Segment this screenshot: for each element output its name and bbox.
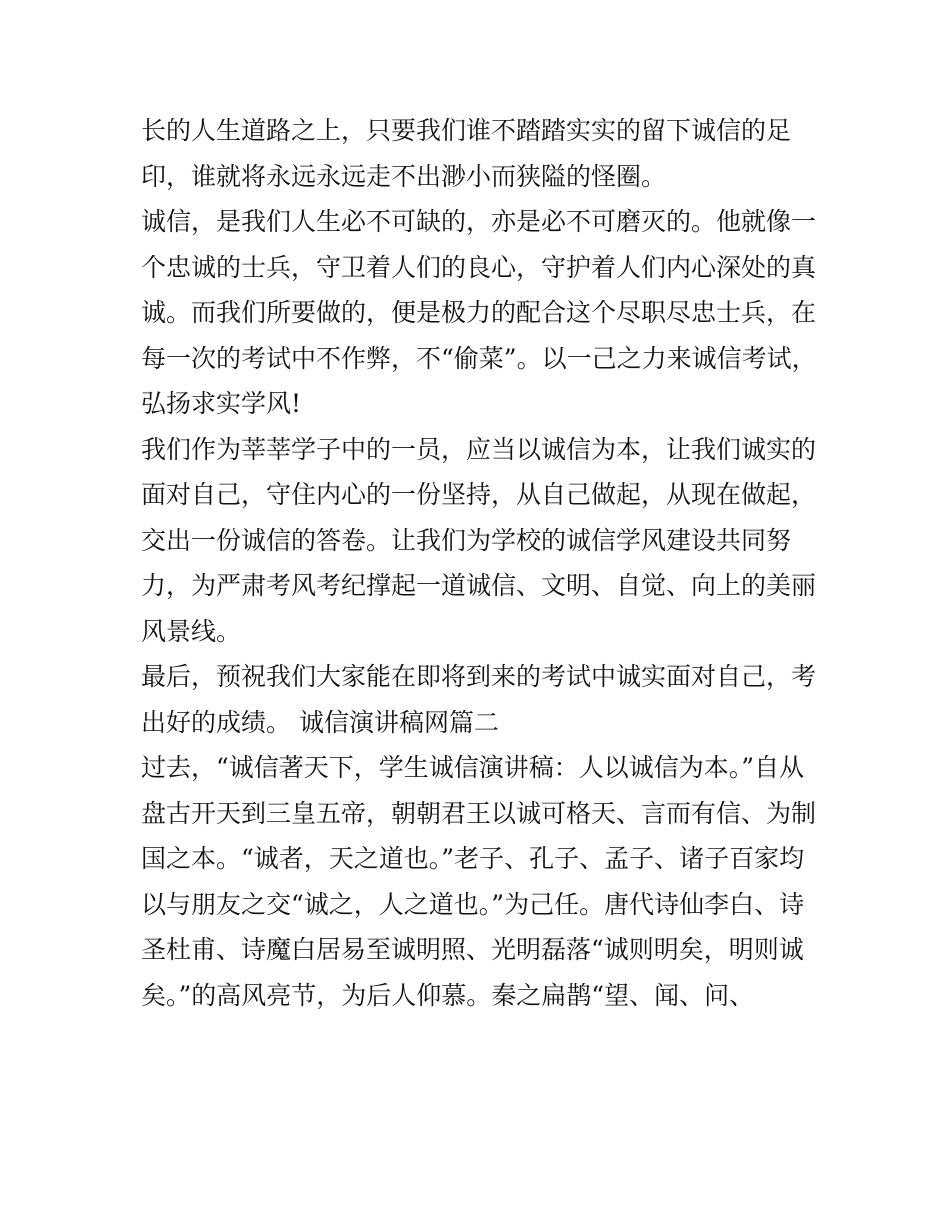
- text-line: 最后，预祝我们大家能在即将到来的考试中诚实面对自己，考: [141, 662, 817, 691]
- text-line: 面对自己，守住内心的一份坚持，从自己做起，从现在做起，: [141, 480, 817, 509]
- body-text: [141, 108, 821, 1018]
- text-line: 弘扬求实学风!: [141, 389, 302, 418]
- text-line: 盘古开天到三皇五帝，朝朝君王以诚可格天、言而有信、为制: [141, 798, 817, 828]
- text-line: 力，为严肃考风考纪撑起一道诚信、文明、自觉、向上的美丽: [141, 571, 817, 600]
- text-line: 诚信，是我们人生必不可缺的，亦是必不可磨灭的。他就像一: [141, 207, 817, 236]
- text-line: 风景线。: [141, 616, 242, 646]
- text-line: 诚。而我们所要做的，便是极力的配合这个尽职尽忠士兵，在: [141, 298, 817, 327]
- text-line: 我们作为莘莘学子中的一员，应当以诚信为本，让我们诚实的: [141, 434, 817, 464]
- text-line: 过去，“诚信著天下，学生诚信演讲稿：人以诚信为本。”自从: [141, 753, 805, 782]
- text-line: 出好的成绩。 诚信演讲稿网篇二: [141, 707, 499, 737]
- text-line: 长的人生道路之上，只要我们谁不踏踏实实的留下诚信的足: [141, 116, 792, 145]
- text-line: 交出一份诚信的答卷。让我们为学校的诚信学风建设共同努: [141, 525, 792, 555]
- text-line: 每一次的考试中不作弊，不“偷菜”。以一己之力来诚信考试，: [141, 343, 817, 373]
- text-line: 圣杜甫、诗魔白居易至诚明照、光明磊落“诚则明矣，明则诚: [141, 935, 804, 964]
- text-line: 矣。”的高风亮节，为后人仰慕。秦之扁鹊“望、闻、问、: [141, 980, 755, 1010]
- text-line: 国之本。“诚者，天之道也。”老子、孔子、孟子、诸子百家均: [141, 844, 805, 873]
- text-line: 个忠诚的士兵，守卫着人们的良心，守护着人们内心深处的真: [141, 252, 817, 282]
- text-line: 印，谁就将永远永远走不出渺小而狭隘的怪圈。: [141, 161, 667, 191]
- text-line: 以与朋友之交“诚之，人之道也。”为己任。唐代诗仙李白、诗: [141, 889, 805, 919]
